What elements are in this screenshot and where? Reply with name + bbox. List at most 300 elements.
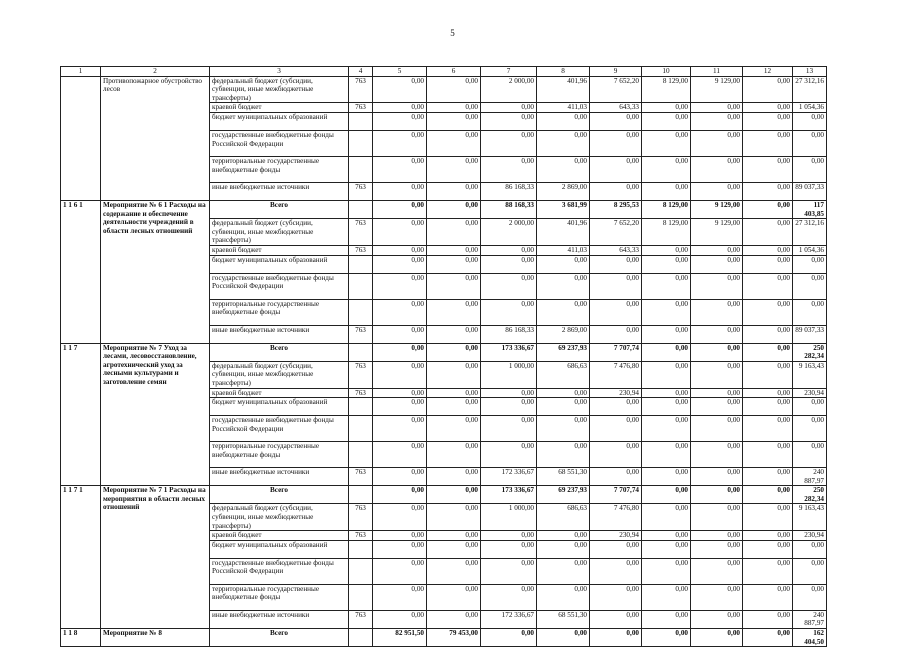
value-cell: 1 000,00 bbox=[481, 504, 537, 531]
value-cell: 0,00 bbox=[537, 273, 590, 299]
value-cell: 0,00 bbox=[691, 531, 743, 541]
value-cell: 9 129,00 bbox=[691, 76, 743, 103]
value-cell: 0,00 bbox=[481, 273, 537, 299]
value-cell: 0,00 bbox=[481, 103, 537, 113]
value-cell: 0,00 bbox=[537, 540, 590, 558]
value-cell: 0,00 bbox=[373, 584, 427, 610]
value-cell: 172 336,67 bbox=[481, 468, 537, 486]
value-cell: 0,00 bbox=[427, 76, 481, 103]
value-cell: 0,00 bbox=[427, 182, 481, 200]
value-cell: 0,00 bbox=[373, 200, 427, 218]
value-cell: 0,00 bbox=[427, 299, 481, 325]
value-cell: 0,00 bbox=[590, 299, 642, 325]
funding-source: территориальные государственные внебюджетные фонды bbox=[210, 299, 349, 325]
value-cell: 0,00 bbox=[642, 103, 691, 113]
value-cell: 0,00 bbox=[642, 182, 691, 200]
value-cell: 0,00 bbox=[427, 130, 481, 156]
value-cell: 0,00 bbox=[691, 182, 743, 200]
value-cell: 0,00 bbox=[373, 468, 427, 486]
measure-code: 1 1 8 bbox=[61, 629, 101, 647]
value-cell: 0,00 bbox=[793, 540, 827, 558]
value-cell: 0,00 bbox=[427, 156, 481, 182]
value-cell: 173 336,67 bbox=[481, 486, 537, 504]
total-label: Всего bbox=[210, 486, 349, 504]
total-label: Всего bbox=[210, 343, 349, 361]
value-cell: 0,00 bbox=[373, 442, 427, 468]
value-cell: 0,00 bbox=[427, 361, 481, 388]
value-cell: 0,00 bbox=[537, 156, 590, 182]
header-row bbox=[61, 67, 827, 77]
value-cell: 162 404,50 bbox=[793, 629, 827, 647]
value-cell: 0,00 bbox=[481, 416, 537, 442]
funding-source: государственные внебюджетные фонды Российской Федерации bbox=[210, 130, 349, 156]
value-cell: 0,00 bbox=[427, 200, 481, 218]
value-cell: 0,00 bbox=[373, 540, 427, 558]
value-cell: 0,00 bbox=[691, 361, 743, 388]
value-cell: 0,00 bbox=[427, 416, 481, 442]
value-cell: 0,00 bbox=[427, 610, 481, 628]
value-cell: 0,00 bbox=[590, 610, 642, 628]
value-cell: 0,00 bbox=[642, 299, 691, 325]
value-cell: 0,00 bbox=[642, 273, 691, 299]
value-cell: 0,00 bbox=[481, 255, 537, 273]
value-cell: 0,00 bbox=[537, 398, 590, 416]
value-cell: 0,00 bbox=[427, 398, 481, 416]
value-cell: 0,00 bbox=[481, 629, 537, 647]
value-cell: 0,00 bbox=[590, 629, 642, 647]
value-cell: 0,00 bbox=[691, 584, 743, 610]
value-cell: 0,00 bbox=[590, 540, 642, 558]
value-cell: 7 476,80 bbox=[590, 504, 642, 531]
value-cell: 0,00 bbox=[743, 610, 793, 628]
total-row bbox=[61, 343, 827, 361]
value-cell: 0,00 bbox=[743, 255, 793, 273]
value-cell: 0,00 bbox=[427, 468, 481, 486]
grbs-cell bbox=[349, 130, 373, 156]
value-cell: 0,00 bbox=[743, 103, 793, 113]
value-cell: 0,00 bbox=[537, 130, 590, 156]
value-cell: 9 129,00 bbox=[691, 200, 743, 218]
value-cell: 86 168,33 bbox=[481, 325, 537, 343]
value-cell: 8 295,53 bbox=[590, 200, 642, 218]
grbs-cell: 763 bbox=[349, 504, 373, 531]
value-cell: 0,00 bbox=[642, 245, 691, 255]
grbs-cell: 763 bbox=[349, 219, 373, 246]
value-cell: 411,03 bbox=[537, 103, 590, 113]
value-cell: 0,00 bbox=[642, 486, 691, 504]
grbs-cell bbox=[349, 584, 373, 610]
value-cell: 240 887,97 bbox=[793, 468, 827, 486]
funding-source: федеральный бюджет (субсидии, субвенции, иные межбюджетные трансферты) bbox=[210, 361, 349, 388]
value-cell: 0,00 bbox=[691, 558, 743, 584]
grbs-cell: 763 bbox=[349, 468, 373, 486]
grbs-cell bbox=[349, 486, 373, 504]
value-cell: 0,00 bbox=[590, 156, 642, 182]
value-cell: 0,00 bbox=[590, 273, 642, 299]
value-cell: 0,00 bbox=[373, 76, 427, 103]
value-cell: 0,00 bbox=[743, 388, 793, 398]
value-cell: 0,00 bbox=[793, 299, 827, 325]
value-cell: 0,00 bbox=[691, 629, 743, 647]
value-cell: 0,00 bbox=[373, 255, 427, 273]
value-cell: 8 129,00 bbox=[642, 76, 691, 103]
value-cell: 0,00 bbox=[427, 245, 481, 255]
value-cell: 0,00 bbox=[793, 584, 827, 610]
value-cell: 0,00 bbox=[743, 182, 793, 200]
value-cell: 0,00 bbox=[743, 398, 793, 416]
funding-source: бюджет муниципальных образований bbox=[210, 255, 349, 273]
funding-source: иные внебюджетные источники bbox=[210, 468, 349, 486]
value-cell: 0,00 bbox=[427, 219, 481, 246]
value-cell: 643,33 bbox=[590, 103, 642, 113]
value-cell: 0,00 bbox=[691, 416, 743, 442]
grbs-cell: 763 bbox=[349, 103, 373, 113]
value-cell: 0,00 bbox=[743, 200, 793, 218]
column-header: 1 bbox=[61, 67, 101, 77]
value-cell: 686,63 bbox=[537, 361, 590, 388]
value-cell: 401,96 bbox=[537, 219, 590, 246]
grbs-cell: 763 bbox=[349, 182, 373, 200]
funding-source: территориальные государственные внебюджетные фонды bbox=[210, 156, 349, 182]
funding-source: краевой бюджет bbox=[210, 531, 349, 541]
value-cell: 0,00 bbox=[427, 540, 481, 558]
value-cell: 0,00 bbox=[743, 486, 793, 504]
funding-source: бюджет муниципальных образований bbox=[210, 398, 349, 416]
value-cell: 0,00 bbox=[427, 504, 481, 531]
value-cell: 0,00 bbox=[642, 388, 691, 398]
total-row bbox=[61, 486, 827, 504]
funding-source: бюджет муниципальных образований bbox=[210, 540, 349, 558]
value-cell: 0,00 bbox=[537, 558, 590, 584]
funding-source: иные внебюджетные источники bbox=[210, 325, 349, 343]
value-cell: 0,00 bbox=[642, 325, 691, 343]
value-cell: 0,00 bbox=[373, 219, 427, 246]
value-cell: 0,00 bbox=[691, 468, 743, 486]
value-cell: 0,00 bbox=[373, 343, 427, 361]
value-cell: 0,00 bbox=[373, 531, 427, 541]
value-cell: 89 037,33 bbox=[793, 182, 827, 200]
value-cell: 0,00 bbox=[743, 416, 793, 442]
value-cell: 0,00 bbox=[590, 584, 642, 610]
value-cell: 0,00 bbox=[537, 388, 590, 398]
value-cell: 0,00 bbox=[427, 388, 481, 398]
total-label: Всего bbox=[210, 629, 349, 647]
value-cell: 0,00 bbox=[642, 558, 691, 584]
value-cell: 0,00 bbox=[691, 325, 743, 343]
value-cell: 9 163,43 bbox=[793, 361, 827, 388]
value-cell: 0,00 bbox=[642, 361, 691, 388]
value-cell: 0,00 bbox=[427, 343, 481, 361]
value-cell: 230,94 bbox=[793, 388, 827, 398]
value-cell: 0,00 bbox=[743, 325, 793, 343]
value-cell: 240 887,97 bbox=[793, 610, 827, 628]
value-cell: 0,00 bbox=[691, 130, 743, 156]
value-cell: 68 551,30 bbox=[537, 468, 590, 486]
value-cell: 0,00 bbox=[537, 442, 590, 468]
column-header: 5 bbox=[373, 67, 427, 77]
value-cell: 0,00 bbox=[481, 540, 537, 558]
value-cell: 643,33 bbox=[590, 245, 642, 255]
funding-source: краевой бюджет bbox=[210, 245, 349, 255]
column-header: 3 bbox=[210, 67, 349, 77]
column-header: 13 bbox=[793, 67, 827, 77]
value-cell: 0,00 bbox=[373, 361, 427, 388]
column-header: 6 bbox=[427, 67, 481, 77]
value-cell: 2 869,00 bbox=[537, 182, 590, 200]
value-cell: 0,00 bbox=[537, 629, 590, 647]
value-cell: 27 312,16 bbox=[793, 76, 827, 103]
column-header: 4 bbox=[349, 67, 373, 77]
value-cell: 0,00 bbox=[590, 558, 642, 584]
value-cell: 7 652,20 bbox=[590, 219, 642, 246]
value-cell: 2 869,00 bbox=[537, 325, 590, 343]
value-cell: 2 000,00 bbox=[481, 219, 537, 246]
funding-source: иные внебюджетные источники bbox=[210, 182, 349, 200]
value-cell: 0,00 bbox=[373, 486, 427, 504]
value-cell: 69 237,93 bbox=[537, 486, 590, 504]
value-cell: 8 129,00 bbox=[642, 200, 691, 218]
value-cell: 0,00 bbox=[427, 273, 481, 299]
value-cell: 0,00 bbox=[642, 610, 691, 628]
value-cell: 0,00 bbox=[481, 130, 537, 156]
value-cell: 82 951,50 bbox=[373, 629, 427, 647]
value-cell: 0,00 bbox=[537, 416, 590, 442]
grbs-cell bbox=[349, 156, 373, 182]
value-cell: 0,00 bbox=[691, 504, 743, 531]
column-header: 11 bbox=[691, 67, 743, 77]
value-cell: 0,00 bbox=[743, 112, 793, 130]
value-cell: 0,00 bbox=[590, 416, 642, 442]
grbs-cell bbox=[349, 255, 373, 273]
grbs-cell bbox=[349, 540, 373, 558]
value-cell: 0,00 bbox=[642, 540, 691, 558]
value-cell: 0,00 bbox=[793, 255, 827, 273]
value-cell: 0,00 bbox=[793, 558, 827, 584]
funding-source: краевой бюджет bbox=[210, 388, 349, 398]
grbs-cell: 763 bbox=[349, 76, 373, 103]
value-cell: 0,00 bbox=[590, 255, 642, 273]
value-cell: 0,00 bbox=[537, 112, 590, 130]
value-cell: 0,00 bbox=[743, 504, 793, 531]
grbs-cell: 763 bbox=[349, 361, 373, 388]
column-header: 9 bbox=[590, 67, 642, 77]
grbs-cell bbox=[349, 558, 373, 584]
value-cell: 0,00 bbox=[590, 112, 642, 130]
value-cell: 0,00 bbox=[590, 130, 642, 156]
value-cell: 0,00 bbox=[793, 156, 827, 182]
value-cell: 0,00 bbox=[793, 112, 827, 130]
value-cell: 0,00 bbox=[537, 299, 590, 325]
value-cell: 0,00 bbox=[691, 398, 743, 416]
funding-source: государственные внебюджетные фонды Российской Федерации bbox=[210, 416, 349, 442]
value-cell: 0,00 bbox=[590, 398, 642, 416]
value-cell: 0,00 bbox=[373, 388, 427, 398]
value-cell: 230,94 bbox=[793, 531, 827, 541]
value-cell: 0,00 bbox=[642, 629, 691, 647]
value-cell: 0,00 bbox=[373, 610, 427, 628]
funding-source: иные внебюджетные источники bbox=[210, 610, 349, 628]
funding-source: краевой бюджет bbox=[210, 103, 349, 113]
value-cell: 0,00 bbox=[793, 442, 827, 468]
value-cell: 0,00 bbox=[642, 130, 691, 156]
funding-source: территориальные государственные внебюджетные фонды bbox=[210, 442, 349, 468]
column-header: 8 bbox=[537, 67, 590, 77]
value-cell: 0,00 bbox=[373, 273, 427, 299]
total-row bbox=[61, 629, 827, 647]
grbs-cell: 763 bbox=[349, 531, 373, 541]
value-cell: 0,00 bbox=[590, 182, 642, 200]
measure-title: Мероприятие № 8 bbox=[101, 629, 210, 647]
value-cell: 0,00 bbox=[691, 388, 743, 398]
value-cell: 0,00 bbox=[481, 299, 537, 325]
value-cell: 88 168,33 bbox=[481, 200, 537, 218]
value-cell: 686,63 bbox=[537, 504, 590, 531]
measure-code: 1 1 7 bbox=[61, 343, 101, 486]
value-cell: 7 652,20 bbox=[590, 76, 642, 103]
value-cell: 0,00 bbox=[373, 416, 427, 442]
table-row bbox=[61, 76, 827, 103]
value-cell: 0,00 bbox=[537, 531, 590, 541]
value-cell: 117 403,85 bbox=[793, 200, 827, 218]
total-row bbox=[61, 200, 827, 218]
value-cell: 0,00 bbox=[427, 112, 481, 130]
value-cell: 1 000,00 bbox=[481, 361, 537, 388]
value-cell: 2 000,00 bbox=[481, 76, 537, 103]
value-cell: 0,00 bbox=[691, 156, 743, 182]
value-cell: 0,00 bbox=[427, 325, 481, 343]
value-cell: 0,00 bbox=[743, 156, 793, 182]
grbs-cell bbox=[349, 629, 373, 647]
measure-title: Мероприятие № 7 Уход за лесами, лесовосстановление, агротехнический уход за лесными культурами и заготовление семян bbox=[101, 343, 210, 486]
value-cell: 0,00 bbox=[481, 584, 537, 610]
value-cell: 0,00 bbox=[743, 540, 793, 558]
page-number: 5 bbox=[450, 28, 455, 38]
value-cell: 7 707,74 bbox=[590, 343, 642, 361]
funding-source: государственные внебюджетные фонды Российской Федерации bbox=[210, 273, 349, 299]
value-cell: 0,00 bbox=[642, 255, 691, 273]
value-cell: 0,00 bbox=[691, 540, 743, 558]
column-header: 2 bbox=[101, 67, 210, 77]
value-cell: 8 129,00 bbox=[642, 219, 691, 246]
value-cell: 0,00 bbox=[373, 325, 427, 343]
value-cell: 0,00 bbox=[691, 112, 743, 130]
value-cell: 0,00 bbox=[481, 388, 537, 398]
value-cell: 27 312,16 bbox=[793, 219, 827, 246]
value-cell: 0,00 bbox=[373, 299, 427, 325]
value-cell: 79 453,00 bbox=[427, 629, 481, 647]
funding-source: бюджет муниципальных образований bbox=[210, 112, 349, 130]
value-cell: 0,00 bbox=[373, 130, 427, 156]
value-cell: 0,00 bbox=[691, 343, 743, 361]
value-cell: 0,00 bbox=[481, 398, 537, 416]
value-cell: 0,00 bbox=[743, 558, 793, 584]
value-cell: 0,00 bbox=[642, 468, 691, 486]
funding-source: федеральный бюджет (субсидии, субвенции, иные межбюджетные трансферты) bbox=[210, 219, 349, 246]
grbs-cell: 763 bbox=[349, 325, 373, 343]
value-cell: 0,00 bbox=[642, 156, 691, 182]
value-cell: 0,00 bbox=[642, 504, 691, 531]
value-cell: 0,00 bbox=[373, 112, 427, 130]
value-cell: 1 054,36 bbox=[793, 103, 827, 113]
value-cell: 1 054,36 bbox=[793, 245, 827, 255]
value-cell: 230,94 bbox=[590, 531, 642, 541]
value-cell: 0,00 bbox=[743, 343, 793, 361]
value-cell: 0,00 bbox=[793, 273, 827, 299]
value-cell: 0,00 bbox=[373, 156, 427, 182]
value-cell: 0,00 bbox=[691, 245, 743, 255]
value-cell: 0,00 bbox=[427, 531, 481, 541]
funding-source: федеральный бюджет (субсидии, субвенции, иные межбюджетные трансферты) bbox=[210, 76, 349, 103]
total-label: Всего bbox=[210, 200, 349, 218]
value-cell: 0,00 bbox=[590, 442, 642, 468]
measure-title: Противопожарное обустройство лесов bbox=[101, 76, 210, 200]
value-cell: 0,00 bbox=[743, 245, 793, 255]
column-header: 12 bbox=[743, 67, 793, 77]
measure-code bbox=[61, 76, 101, 200]
value-cell: 68 551,30 bbox=[537, 610, 590, 628]
grbs-cell: 763 bbox=[349, 610, 373, 628]
value-cell: 0,00 bbox=[743, 361, 793, 388]
value-cell: 0,00 bbox=[691, 486, 743, 504]
value-cell: 250 282,34 bbox=[793, 343, 827, 361]
value-cell: 0,00 bbox=[642, 442, 691, 468]
budget-table bbox=[60, 66, 827, 647]
value-cell: 0,00 bbox=[642, 584, 691, 610]
grbs-cell bbox=[349, 112, 373, 130]
value-cell: 0,00 bbox=[373, 504, 427, 531]
value-cell: 250 282,34 bbox=[793, 486, 827, 504]
value-cell: 0,00 bbox=[590, 325, 642, 343]
funding-source: территориальные государственные внебюджетные фонды bbox=[210, 584, 349, 610]
value-cell: 0,00 bbox=[743, 629, 793, 647]
value-cell: 0,00 bbox=[793, 416, 827, 442]
value-cell: 69 237,93 bbox=[537, 343, 590, 361]
value-cell: 0,00 bbox=[743, 299, 793, 325]
value-cell: 0,00 bbox=[793, 130, 827, 156]
grbs-cell: 763 bbox=[349, 388, 373, 398]
value-cell: 0,00 bbox=[427, 558, 481, 584]
value-cell: 173 336,67 bbox=[481, 343, 537, 361]
value-cell: 0,00 bbox=[427, 255, 481, 273]
measure-title: Мероприятие № 6 1 Расходы на содержание и обеспечение деятельности учреждений в области лесных отношений bbox=[101, 200, 210, 343]
value-cell: 0,00 bbox=[743, 531, 793, 541]
value-cell: 0,00 bbox=[743, 219, 793, 246]
value-cell: 0,00 bbox=[691, 610, 743, 628]
value-cell: 9 129,00 bbox=[691, 219, 743, 246]
value-cell: 0,00 bbox=[793, 398, 827, 416]
value-cell: 0,00 bbox=[691, 299, 743, 325]
value-cell: 0,00 bbox=[743, 273, 793, 299]
value-cell: 89 037,33 bbox=[793, 325, 827, 343]
value-cell: 0,00 bbox=[743, 130, 793, 156]
value-cell: 0,00 bbox=[373, 558, 427, 584]
value-cell: 0,00 bbox=[743, 76, 793, 103]
value-cell: 0,00 bbox=[427, 584, 481, 610]
value-cell: 0,00 bbox=[481, 531, 537, 541]
grbs-cell bbox=[349, 200, 373, 218]
value-cell: 0,00 bbox=[481, 442, 537, 468]
value-cell: 0,00 bbox=[642, 398, 691, 416]
value-cell: 0,00 bbox=[642, 416, 691, 442]
value-cell: 0,00 bbox=[537, 584, 590, 610]
value-cell: 0,00 bbox=[743, 468, 793, 486]
value-cell: 401,96 bbox=[537, 76, 590, 103]
value-cell: 0,00 bbox=[481, 112, 537, 130]
value-cell: 0,00 bbox=[373, 103, 427, 113]
funding-source: федеральный бюджет (субсидии, субвенции, иные межбюджетные трансферты) bbox=[210, 504, 349, 531]
grbs-cell bbox=[349, 398, 373, 416]
measure-code: 1 1 6 1 bbox=[61, 200, 101, 343]
